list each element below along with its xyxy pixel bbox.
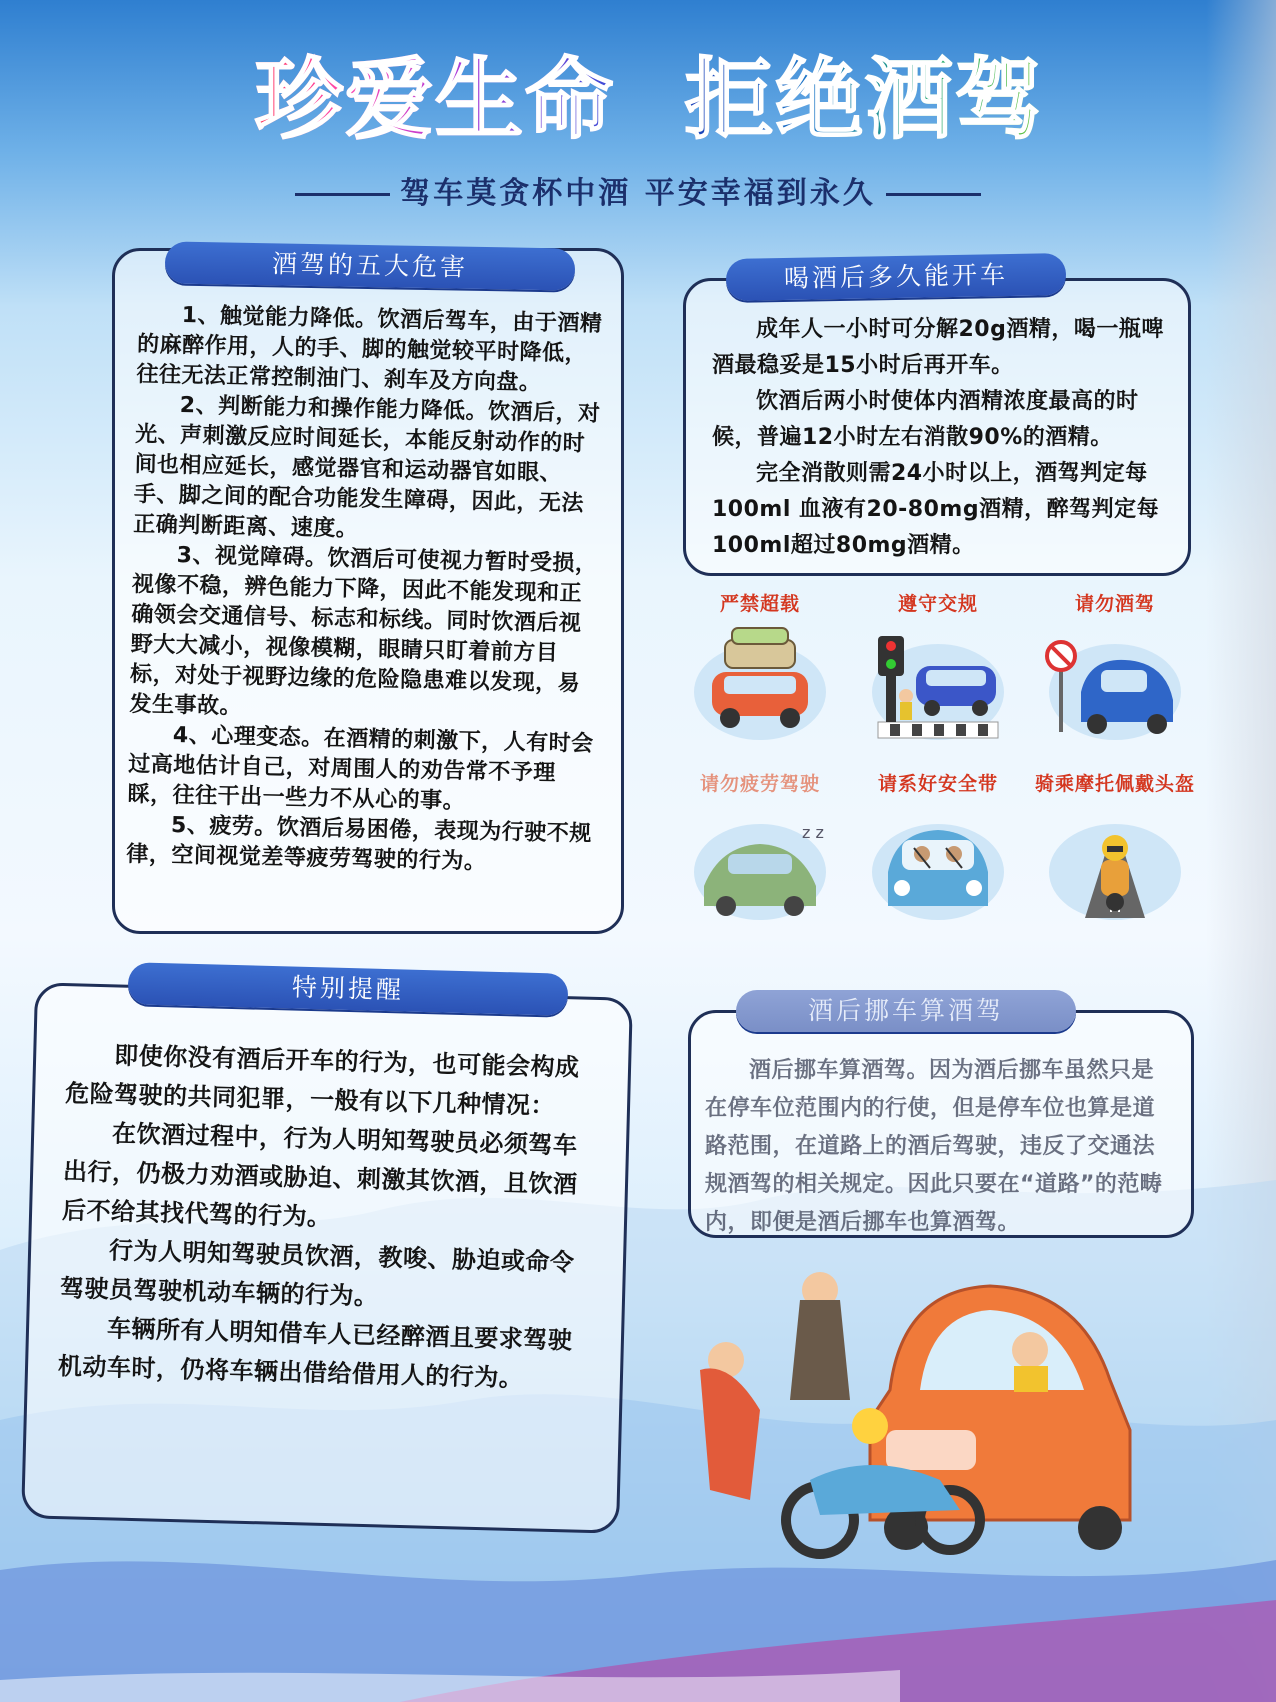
- reminder-paragraph: 在饮酒过程中，行为人明知驾驶员必须驾车出行，仍极力劝酒或胁迫、刺激其饮酒，且饮酒后不给其找代驾的行为。: [61, 1119, 578, 1232]
- subtitle-rule-right: [886, 193, 981, 196]
- icon-label: 骑乘摩托佩戴头盔: [1035, 773, 1196, 795]
- icon-item-overload: [680, 590, 840, 746]
- icon-label: 请系好安全带: [877, 773, 998, 795]
- move-car-text: [705, 1052, 1175, 1242]
- safety-icon-grid: [680, 590, 1200, 960]
- seatbelt-car-icon: [868, 802, 1008, 922]
- no-drunk-driving-icon: [1045, 622, 1185, 742]
- traffic-light-crossing-icon: [868, 622, 1008, 742]
- icon-label: 请勿酒驾: [1074, 593, 1155, 615]
- reminder-paragraph: 行为人明知驾驶员饮酒，教唆、胁迫或命令驾驶员驾驶机动车辆的行为。: [59, 1236, 575, 1311]
- reminder-heading: 特别提醒: [128, 962, 569, 1016]
- reminder-paragraph: 车辆所有人明知借车人已经醉酒且要求驾驶机动车时，仍将车辆出借给借用人的行为。: [57, 1314, 573, 1393]
- hazard-paragraph: 3、视觉障碍。饮酒后可使视力暂时受损，视像不稳，辨色能力下降，因此不能发现和正确领会交通信号、标志和标线。同时饮酒后视野大大减小，视像模糊，眼睛只盯着前方目标，对处于视野边缘的危险隐患难以发现，易发生事故。: [129, 543, 598, 720]
- hazards-heading: 酒驾的五大危害: [165, 241, 576, 290]
- overloaded-car-icon: [690, 622, 830, 742]
- reminder-text: [57, 1035, 586, 1399]
- svg-text:z z: z z: [802, 823, 824, 842]
- move-car-paragraph: 酒后挪车算酒驾。因为酒后挪车虽然只是在停车位范围内的行使，但是停车位也算是道路范围，在道路上的酒后驾驶，违反了交通法规酒驾的相关规定。因此只要在“道路”的范畴内，即便是酒后挪车也算酒驾。: [705, 1058, 1163, 1235]
- icon-label: 严禁超载: [719, 593, 800, 615]
- icon-item-fatigue: [680, 770, 840, 926]
- subtitle-rule-left: [295, 193, 390, 196]
- move-car-heading: 酒后挪车算酒驾: [736, 990, 1076, 1032]
- accident-illustration: [690, 1250, 1150, 1580]
- howlong-paragraph: 饮酒后两小时使体内酒精浓度最高的时候，普遍12小时左右消散90%的酒精。: [712, 389, 1139, 450]
- icon-item-traffic-rules: [858, 590, 1018, 746]
- title-left: 珍爱生命: [255, 30, 615, 156]
- howlong-paragraph: 完全消散则需24小时以上，酒驾判定每100ml 血液有20-80mg酒精，醉驾判定每100ml超过80mg酒精。: [712, 461, 1160, 558]
- reminder-paragraph: 即使你没有酒后开车的行为，也可能会构成危险驾驶的共同犯罪，一般有以下几种情况：: [64, 1041, 580, 1121]
- hazards-text: [126, 300, 608, 880]
- poster-subtitle: [0, 168, 1276, 212]
- sleepy-car-icon: [690, 802, 830, 922]
- poster-title: [200, 38, 1100, 151]
- icon-label: 遵守交规: [897, 593, 978, 615]
- hazard-paragraph: 4、心理变态。在酒精的刺激下，人有时会过高地估计自己，对周围人的劝告常不予理睬，往往干出一些力不从心的事。: [127, 722, 594, 815]
- hazard-paragraph: 2、判断能力和操作能力降低。饮酒后，对光、声刺激反应时间延长，本能反射动作的时间也相应延长，感觉器官和运动器官如眼、手、脚之间的配合功能发生障碍，因此，无法正确判断距离、速度。: [133, 393, 601, 542]
- icon-item-seatbelt: [858, 770, 1018, 926]
- subtitle-text: 驾车莫贪杯中酒 平安幸福到永久: [400, 176, 876, 211]
- howlong-heading: 喝酒后多久能开车: [726, 253, 1067, 301]
- icon-label: 请勿疲劳驾驶: [699, 773, 820, 795]
- icon-item-no-drunk: [1035, 590, 1195, 746]
- icon-item-helmet: [1035, 770, 1195, 926]
- helmet-motorcycle-icon: [1045, 802, 1185, 922]
- howlong-text: [712, 312, 1167, 564]
- howlong-paragraph: 成年人一小时可分解20g酒精，喝一瓶啤酒最稳妥是15小时后再开车。: [712, 317, 1164, 378]
- hazard-paragraph: 1、触觉能力降低。饮酒后驾车，由于酒精的麻醉作用，人的手、脚的触觉较平时降低，往往无法正常控制油门、刹车及方向盘。: [136, 303, 603, 396]
- title-right: 拒绝酒驾: [685, 30, 1045, 156]
- hazard-paragraph: 5、疲劳。饮酒后易困倦，表现为行驶不规律，空间视觉差等疲劳驾驶的行为。: [126, 812, 593, 875]
